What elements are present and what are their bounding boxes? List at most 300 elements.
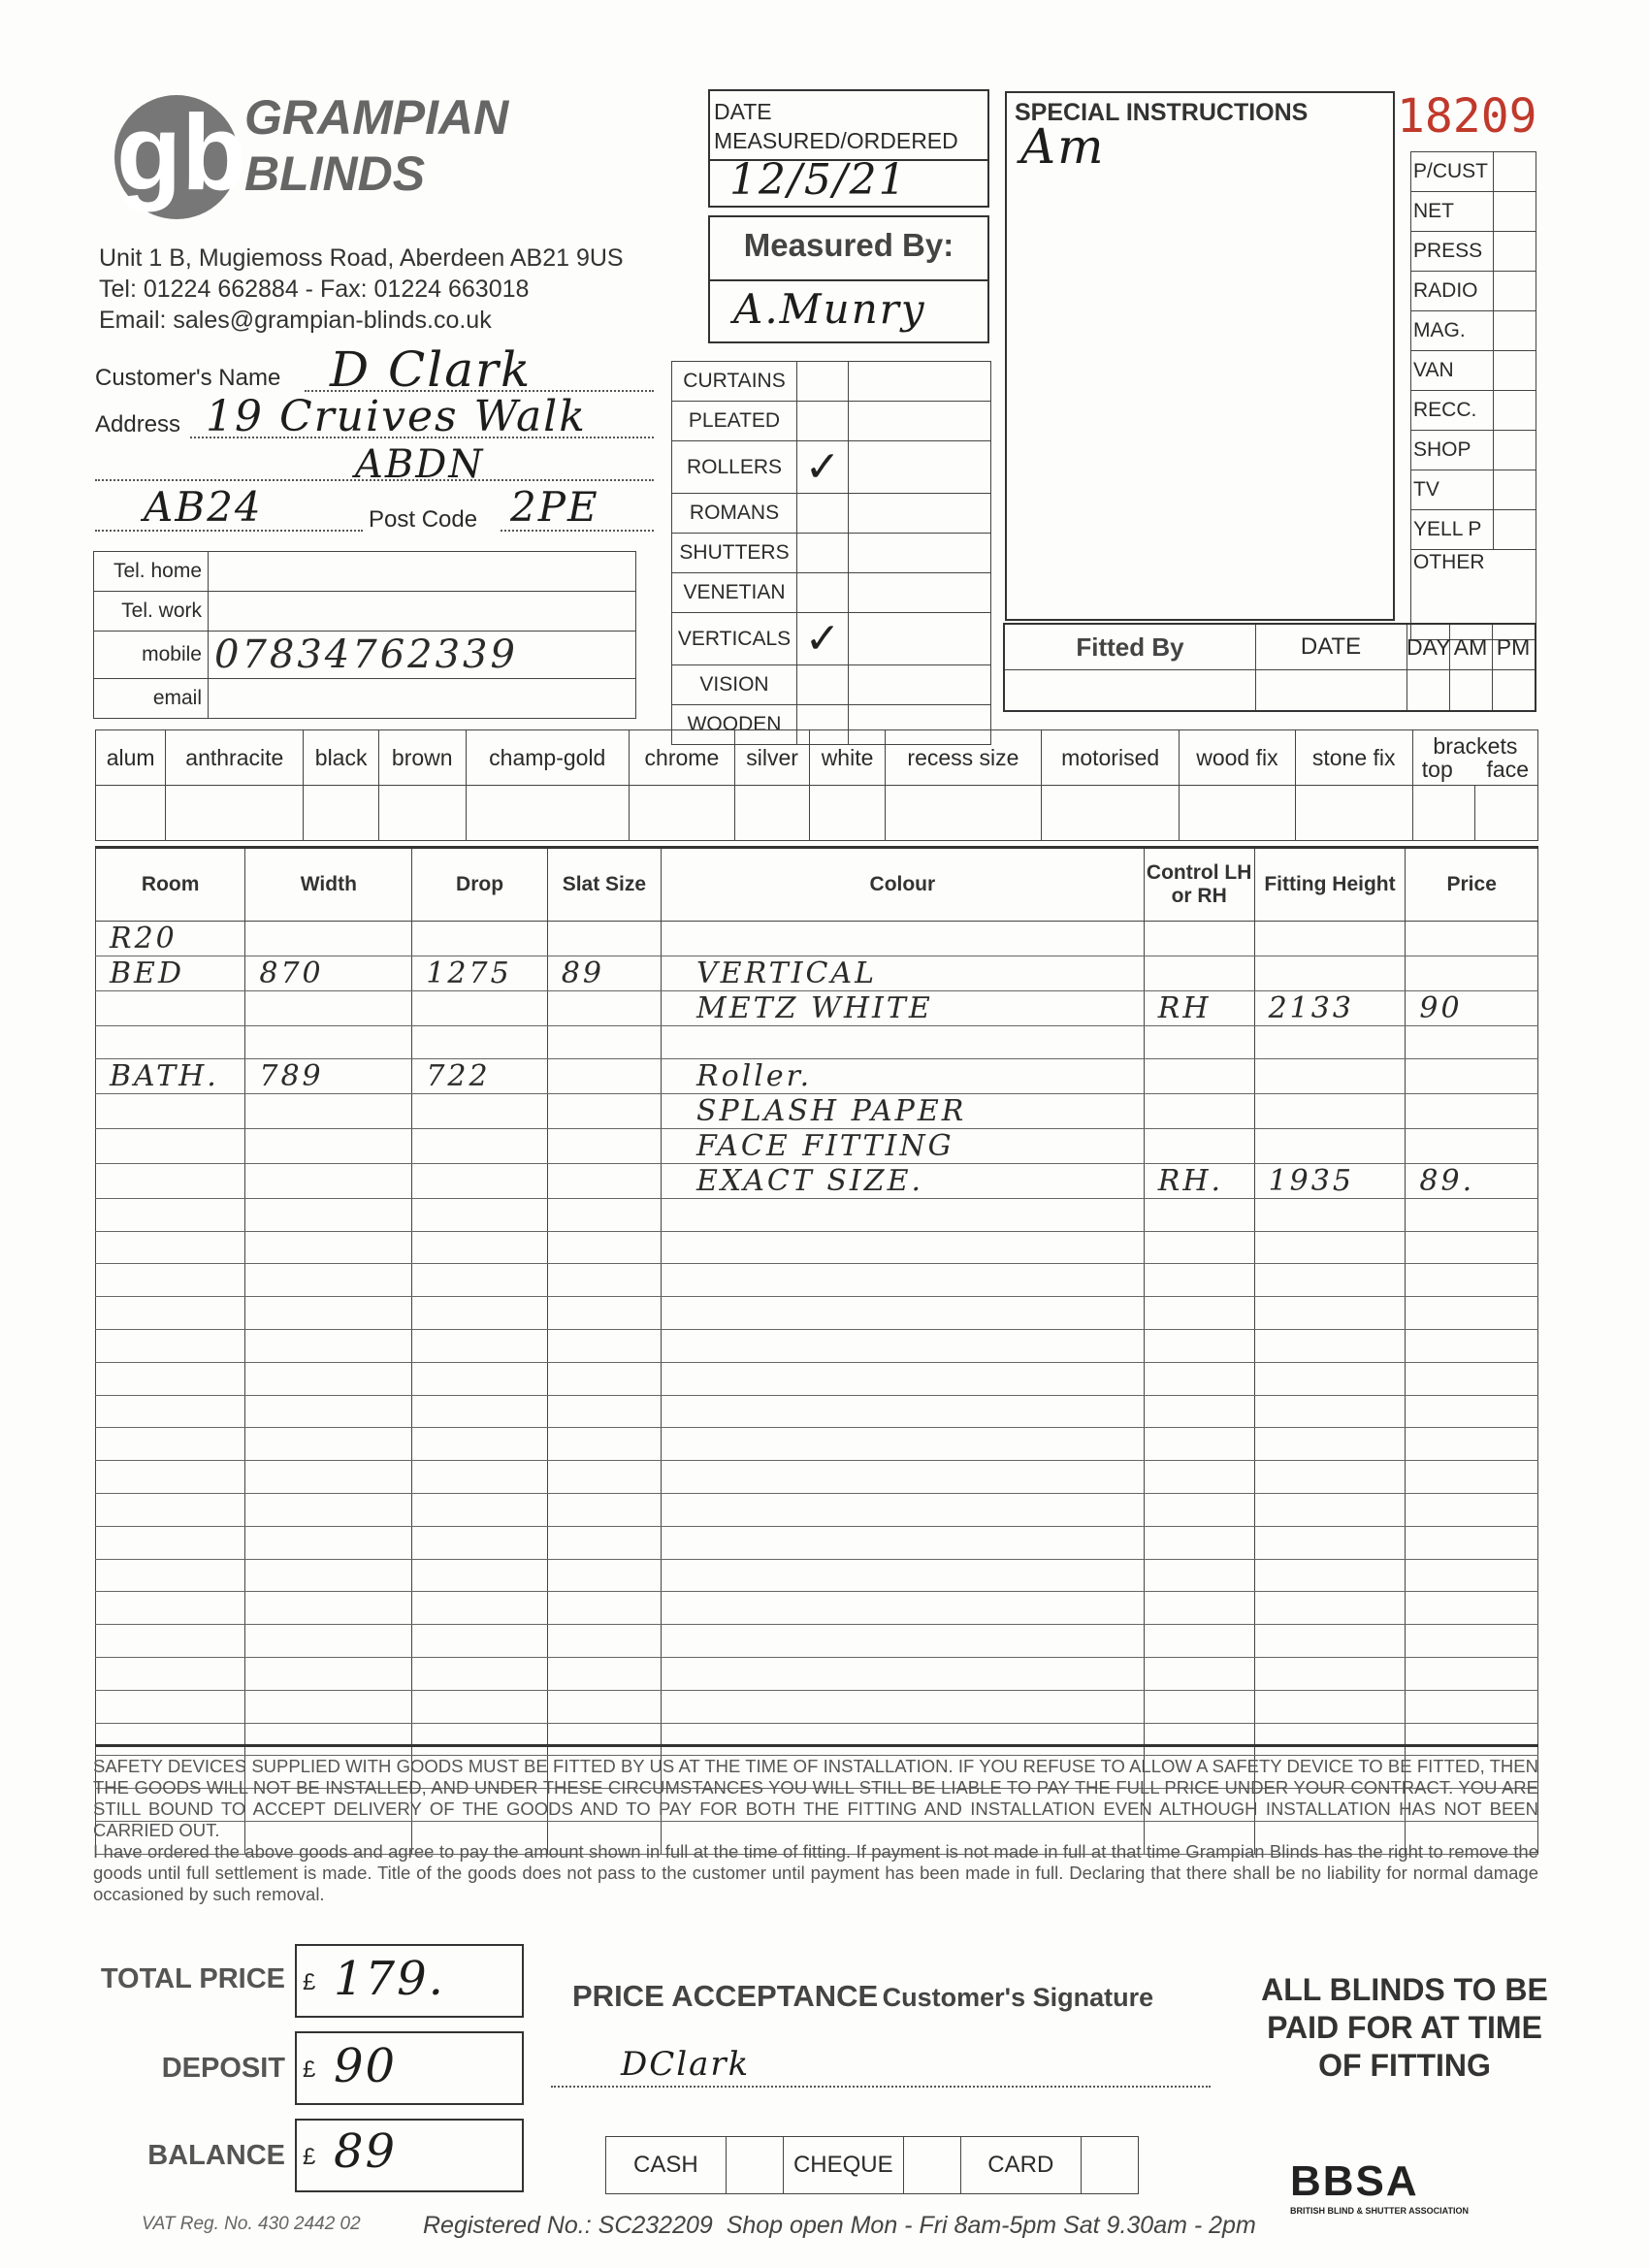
cell-height xyxy=(1254,1058,1406,1093)
media-label: RECC. xyxy=(1411,391,1494,431)
currency-symbol: £ xyxy=(303,2144,316,2170)
cell-room xyxy=(96,1657,245,1690)
cell-room xyxy=(96,1093,245,1128)
colour-check xyxy=(1180,786,1295,841)
blind-type-check xyxy=(797,665,849,705)
cell-room xyxy=(96,1128,245,1163)
address-line2: ABDN xyxy=(355,442,485,487)
cell-height: 1935 xyxy=(1254,1163,1406,1198)
cell-price xyxy=(1406,1058,1538,1093)
cell-slat xyxy=(547,1128,661,1163)
cell-slat xyxy=(547,1461,661,1494)
fitted-date-label: DATE xyxy=(1255,625,1407,670)
table-row xyxy=(96,1428,1538,1461)
cell-width xyxy=(245,1297,412,1330)
table-row xyxy=(96,1231,1538,1264)
cell-room xyxy=(96,1428,245,1461)
cell-control xyxy=(1144,922,1254,956)
cell-drop xyxy=(412,1395,547,1428)
payment-method-label: CARD xyxy=(960,2137,1081,2194)
cell-room xyxy=(96,1723,245,1756)
blind-type-label: SHUTTERS xyxy=(672,534,797,573)
terms xyxy=(93,1756,1538,1905)
media-check xyxy=(1494,431,1536,470)
cell-height xyxy=(1254,1297,1406,1330)
blind-type-extra xyxy=(849,494,991,534)
cell-slat xyxy=(547,1592,661,1625)
media-row xyxy=(1411,351,1536,391)
blind-type-extra xyxy=(849,613,991,665)
table-row xyxy=(96,1297,1538,1330)
table-row xyxy=(96,1625,1538,1658)
media-check xyxy=(1494,351,1536,391)
cell-room xyxy=(96,1493,245,1526)
blind-type-row xyxy=(672,573,991,613)
address-line1: 19 Cruives Walk xyxy=(206,392,587,441)
media-label: SHOP xyxy=(1411,431,1494,470)
cell-slat xyxy=(547,1026,661,1059)
cell-colour: FACE FITTING xyxy=(662,1128,1145,1163)
bbsa-logo xyxy=(1290,2157,1469,2216)
cell-width: 789 xyxy=(245,1058,412,1093)
table-row xyxy=(96,1526,1538,1559)
cell-price xyxy=(1406,1026,1538,1059)
cell-room xyxy=(96,1329,245,1362)
phone-value xyxy=(209,592,636,632)
cell-control xyxy=(1144,1395,1254,1428)
blind-type-check xyxy=(797,534,849,573)
cell-control xyxy=(1144,1690,1254,1723)
total-price-label: TOTAL PRICE xyxy=(100,1963,285,1994)
cell-colour: SPLASH PAPER xyxy=(662,1093,1145,1128)
column-header: Width xyxy=(245,848,412,922)
cell-drop xyxy=(412,1428,547,1461)
cell-width xyxy=(245,1026,412,1059)
payment-terms: I have ordered the above goods and agree to pay the amount shown in full at the time of fitting. If payment is not made in full at that time Grampian Blinds has the right to remove the goods until full settlement is made. Title of the goods does not pass to the customer until payment has been made in full. Declaring that there shall be no liability for normal damage occasioned by such removal. xyxy=(93,1841,1538,1904)
postcode: 2PE xyxy=(510,483,599,531)
cell-control xyxy=(1144,956,1254,991)
cell-colour xyxy=(662,1592,1145,1625)
fitted-pm-label: PM xyxy=(1492,625,1535,670)
cell-slat xyxy=(547,1723,661,1756)
colour-check xyxy=(810,786,885,841)
logo-letters: gb xyxy=(116,93,247,212)
cell-control xyxy=(1144,1297,1254,1330)
colour-option: alum xyxy=(96,730,166,786)
blind-type-check xyxy=(797,362,849,402)
payment-method-label: CASH xyxy=(606,2137,727,2194)
cell-control xyxy=(1144,1231,1254,1264)
cell-slat xyxy=(547,1362,661,1395)
blind-type-extra xyxy=(849,573,991,613)
cell-height xyxy=(1254,1264,1406,1297)
media-label: OTHER xyxy=(1411,550,1536,640)
cell-price xyxy=(1406,1559,1538,1592)
table-row xyxy=(96,1461,1538,1494)
cell-price xyxy=(1406,956,1538,991)
phone-label: Tel. work xyxy=(94,592,209,632)
media-row xyxy=(1411,152,1536,192)
media-row xyxy=(1411,431,1536,470)
cell-drop xyxy=(412,922,547,956)
cell-colour xyxy=(662,1231,1145,1264)
cell-height xyxy=(1254,1461,1406,1494)
cell-drop xyxy=(412,1362,547,1395)
cell-width xyxy=(245,1329,412,1362)
cell-height xyxy=(1254,1428,1406,1461)
cell-height xyxy=(1254,1231,1406,1264)
blind-type-extra xyxy=(849,362,991,402)
cell-width xyxy=(245,1264,412,1297)
blind-type-row xyxy=(672,494,991,534)
footer-registered xyxy=(423,2212,1256,2240)
cell-width xyxy=(245,1592,412,1625)
column-header: Price xyxy=(1406,848,1538,922)
cell-drop xyxy=(412,1026,547,1059)
cell-control xyxy=(1144,1592,1254,1625)
blind-type-extra xyxy=(849,402,991,441)
table-row xyxy=(96,1163,1538,1198)
cell-control xyxy=(1144,1329,1254,1362)
price-acceptance-heading xyxy=(572,1979,1153,2014)
cell-price xyxy=(1406,1128,1538,1163)
cell-width xyxy=(245,991,412,1026)
cell-colour xyxy=(662,1329,1145,1362)
phone-row xyxy=(94,552,636,592)
blind-type-table xyxy=(671,361,991,745)
cell-control: RH. xyxy=(1144,1163,1254,1198)
media-row xyxy=(1411,272,1536,311)
cell-price xyxy=(1406,1362,1538,1395)
brackets-top: top xyxy=(1421,757,1453,782)
phone-value: 07834762339 xyxy=(209,632,636,679)
cell-drop xyxy=(412,1264,547,1297)
table-row xyxy=(96,1198,1538,1231)
bracket-face-check xyxy=(1475,786,1538,841)
table-row xyxy=(96,1592,1538,1625)
cell-price xyxy=(1406,1264,1538,1297)
fitted-by-label: Fitted By xyxy=(1005,625,1256,670)
blind-type-label: VENETIAN xyxy=(672,573,797,613)
media-check xyxy=(1494,391,1536,431)
blind-type-check xyxy=(797,494,849,534)
cell-slat xyxy=(547,922,661,956)
cell-room: BED xyxy=(96,956,245,991)
cell-room xyxy=(96,1231,245,1264)
cell-room xyxy=(96,1526,245,1559)
blind-type-row xyxy=(672,441,991,494)
cell-room xyxy=(96,1163,245,1198)
payment-method-label: CHEQUE xyxy=(783,2137,903,2194)
cell-price xyxy=(1406,1625,1538,1658)
blind-type-row xyxy=(672,402,991,441)
cell-slat xyxy=(547,1395,661,1428)
customer-name: D Clark xyxy=(330,341,533,398)
cell-slat xyxy=(547,1297,661,1330)
cell-width xyxy=(245,1526,412,1559)
customer-signature: DClark xyxy=(621,2045,751,2084)
column-header: Colour xyxy=(662,848,1145,922)
cell-colour xyxy=(662,1428,1145,1461)
date-label: DATE MEASURED/ORDERED xyxy=(714,99,958,153)
cell-drop xyxy=(412,1690,547,1723)
phone-label: Tel. home xyxy=(94,552,209,592)
cell-colour: VERTICAL xyxy=(662,956,1145,991)
pay-notice: ALL BLINDS TO BE PAID FOR AT TIME OF FITTING xyxy=(1261,1972,1548,2083)
cell-drop xyxy=(412,1625,547,1658)
cell-drop xyxy=(412,1163,547,1198)
bracket-top-check xyxy=(1412,786,1475,841)
cell-height xyxy=(1254,1690,1406,1723)
shop-hours: Shop open Mon - Fri 8am-5pm Sat 9.30am - 2pm xyxy=(726,2212,1256,2239)
deposit-box xyxy=(295,2031,524,2105)
colour-check xyxy=(629,786,734,841)
cell-control xyxy=(1144,1723,1254,1756)
cell-width xyxy=(245,1428,412,1461)
cell-colour xyxy=(662,1559,1145,1592)
company-name-line1: GRAMPIAN xyxy=(244,90,509,145)
blind-type-label: WOODEN xyxy=(672,705,797,745)
blind-type-check xyxy=(797,573,849,613)
cell-price xyxy=(1406,1526,1538,1559)
media-check xyxy=(1494,510,1536,550)
cell-colour: EXACT SIZE. xyxy=(662,1163,1145,1198)
cell-width xyxy=(245,1657,412,1690)
blind-type-row xyxy=(672,534,991,573)
cell-colour xyxy=(662,1264,1145,1297)
cell-width xyxy=(245,1198,412,1231)
cell-slat xyxy=(547,1058,661,1093)
colour-check xyxy=(166,786,304,841)
colour-option: motorised xyxy=(1042,730,1180,786)
cell-price xyxy=(1406,1657,1538,1690)
colour-option: recess size xyxy=(885,730,1041,786)
cell-price xyxy=(1406,1690,1538,1723)
cell-slat: 89 xyxy=(547,956,661,991)
measured-by-value: A.Munry xyxy=(733,285,926,333)
measured-by-box xyxy=(708,215,989,343)
cell-height xyxy=(1254,1093,1406,1128)
cell-width xyxy=(245,1723,412,1756)
colour-check xyxy=(1042,786,1180,841)
cell-colour xyxy=(662,1690,1145,1723)
company-contact xyxy=(99,243,624,336)
cell-room xyxy=(96,991,245,1026)
special-instructions-value: Am xyxy=(1020,118,1106,175)
cell-height xyxy=(1254,1198,1406,1231)
bbsa-logo-text: BBSA xyxy=(1290,2157,1419,2205)
cell-colour xyxy=(662,1395,1145,1428)
table-row xyxy=(96,1723,1538,1756)
media-source-table xyxy=(1410,151,1536,640)
cell-height xyxy=(1254,922,1406,956)
cell-price xyxy=(1406,1592,1538,1625)
table-row xyxy=(96,1058,1538,1093)
blind-type-extra xyxy=(849,665,991,705)
cell-room xyxy=(96,1461,245,1494)
cell-height: 2133 xyxy=(1254,991,1406,1026)
total-price-value: 179. xyxy=(334,1952,445,2006)
blind-type-extra xyxy=(849,534,991,573)
form-number: 18209 xyxy=(1397,89,1537,144)
cell-slat xyxy=(547,1428,661,1461)
cell-room xyxy=(96,1362,245,1395)
cell-drop xyxy=(412,991,547,1026)
cell-room xyxy=(96,1026,245,1059)
phone-row xyxy=(94,592,636,632)
phone-label: mobile xyxy=(94,632,209,679)
cell-colour xyxy=(662,1723,1145,1756)
media-check xyxy=(1494,272,1536,311)
blind-type-label: VISION xyxy=(672,665,797,705)
phone-table xyxy=(93,551,636,719)
cell-control xyxy=(1144,1559,1254,1592)
cell-control xyxy=(1144,1093,1254,1128)
cell-colour xyxy=(662,1026,1145,1059)
cell-colour xyxy=(662,1362,1145,1395)
cell-control xyxy=(1144,1461,1254,1494)
media-check xyxy=(1494,232,1536,272)
colour-check xyxy=(466,786,629,841)
cell-width xyxy=(245,1690,412,1723)
cell-width xyxy=(245,1625,412,1658)
cell-price xyxy=(1406,1493,1538,1526)
cell-width xyxy=(245,1395,412,1428)
phone-label: email xyxy=(94,679,209,719)
cell-slat xyxy=(547,1526,661,1559)
blind-type-check: ✓ xyxy=(797,613,849,665)
cell-drop: 1275 xyxy=(412,956,547,991)
cell-control xyxy=(1144,1026,1254,1059)
cell-room xyxy=(96,1592,245,1625)
cell-colour xyxy=(662,1657,1145,1690)
cell-drop xyxy=(412,1592,547,1625)
cell-control xyxy=(1144,1128,1254,1163)
cell-height xyxy=(1254,1395,1406,1428)
cell-drop xyxy=(412,1297,547,1330)
cell-control xyxy=(1144,1264,1254,1297)
phone-value xyxy=(209,679,636,719)
cell-price xyxy=(1406,1231,1538,1264)
table-row xyxy=(96,1559,1538,1592)
media-label: P/CUST xyxy=(1411,152,1494,192)
table-row xyxy=(96,1329,1538,1362)
brackets-sub xyxy=(1414,758,1536,781)
cell-drop xyxy=(412,1093,547,1128)
table-row xyxy=(96,1690,1538,1723)
cell-price xyxy=(1406,1329,1538,1362)
currency-symbol: £ xyxy=(303,1969,316,1995)
media-row xyxy=(1411,311,1536,351)
cell-height xyxy=(1254,1723,1406,1756)
media-row xyxy=(1411,232,1536,272)
price-acceptance-title: PRICE ACCEPTANCE xyxy=(572,1979,879,2013)
cell-control: RH xyxy=(1144,991,1254,1026)
media-row xyxy=(1411,470,1536,510)
cell-price xyxy=(1406,1723,1538,1756)
cell-room xyxy=(96,1297,245,1330)
cell-slat xyxy=(547,1493,661,1526)
colour-check xyxy=(1295,786,1412,841)
table-row xyxy=(96,1026,1538,1059)
cell-colour xyxy=(662,1297,1145,1330)
company-name xyxy=(244,89,508,202)
cell-width xyxy=(245,1231,412,1264)
blind-type-label: ROMANS xyxy=(672,494,797,534)
cell-control xyxy=(1144,1657,1254,1690)
table-row xyxy=(96,1362,1538,1395)
colour-option: champ-gold xyxy=(466,730,629,786)
cell-room xyxy=(96,1559,245,1592)
cell-drop xyxy=(412,1657,547,1690)
cell-width xyxy=(245,1493,412,1526)
cell-control xyxy=(1144,1428,1254,1461)
cell-slat xyxy=(547,1198,661,1231)
company-name-line2: BLINDS xyxy=(244,146,426,201)
special-instructions-box xyxy=(1005,91,1395,621)
cell-height xyxy=(1254,1026,1406,1059)
cell-price xyxy=(1406,1297,1538,1330)
cell-colour: METZ WHITE xyxy=(662,991,1145,1026)
colour-option: white xyxy=(810,730,885,786)
cell-drop xyxy=(412,1461,547,1494)
company-phones: Tel: 01224 662884 - Fax: 01224 663018 xyxy=(99,275,530,303)
special-instructions-label: SPECIAL INSTRUCTIONS xyxy=(1015,99,1309,126)
cell-colour xyxy=(662,1198,1145,1231)
cell-height xyxy=(1254,1526,1406,1559)
cell-colour xyxy=(662,1493,1145,1526)
measured-by-label: Measured By: xyxy=(743,227,954,263)
blind-type-check: ✓ xyxy=(797,441,849,494)
table-row xyxy=(96,1093,1538,1128)
media-label: TV xyxy=(1411,470,1494,510)
cell-slat xyxy=(547,1625,661,1658)
media-label: VAN xyxy=(1411,351,1494,391)
colour-check xyxy=(885,786,1041,841)
cell-height xyxy=(1254,1592,1406,1625)
cell-slat xyxy=(547,1231,661,1264)
media-check xyxy=(1494,152,1536,192)
deposit-label: DEPOSIT xyxy=(161,2053,285,2084)
cell-slat xyxy=(547,1559,661,1592)
order-table xyxy=(95,846,1538,1855)
cell-drop xyxy=(412,1493,547,1526)
table-row xyxy=(96,956,1538,991)
cell-room: R20 xyxy=(96,922,245,956)
date-box xyxy=(708,89,989,208)
postcode-prefix: AB24 xyxy=(144,483,263,531)
media-label: RADIO xyxy=(1411,272,1494,311)
colour-option: wood fix xyxy=(1180,730,1295,786)
vat-number: VAT Reg. No. 430 2442 02 xyxy=(142,2214,361,2234)
fitted-by-box xyxy=(1003,623,1536,712)
cell-drop xyxy=(412,1198,547,1231)
company-email: Email: sales@grampian-blinds.co.uk xyxy=(99,307,492,334)
blind-type-extra xyxy=(849,441,991,494)
cell-price xyxy=(1406,1093,1538,1128)
total-price-box xyxy=(295,1944,524,2018)
cell-price xyxy=(1406,1461,1538,1494)
cell-colour xyxy=(662,922,1145,956)
phone-row xyxy=(94,632,636,679)
cell-room: BATH. xyxy=(96,1058,245,1093)
cell-room xyxy=(96,1198,245,1231)
colour-options-table xyxy=(95,729,1538,841)
cell-height xyxy=(1254,1559,1406,1592)
colour-check xyxy=(378,786,466,841)
price-acceptance-subtitle: Customer's Signature xyxy=(882,1983,1154,2012)
colour-option: black xyxy=(304,730,378,786)
